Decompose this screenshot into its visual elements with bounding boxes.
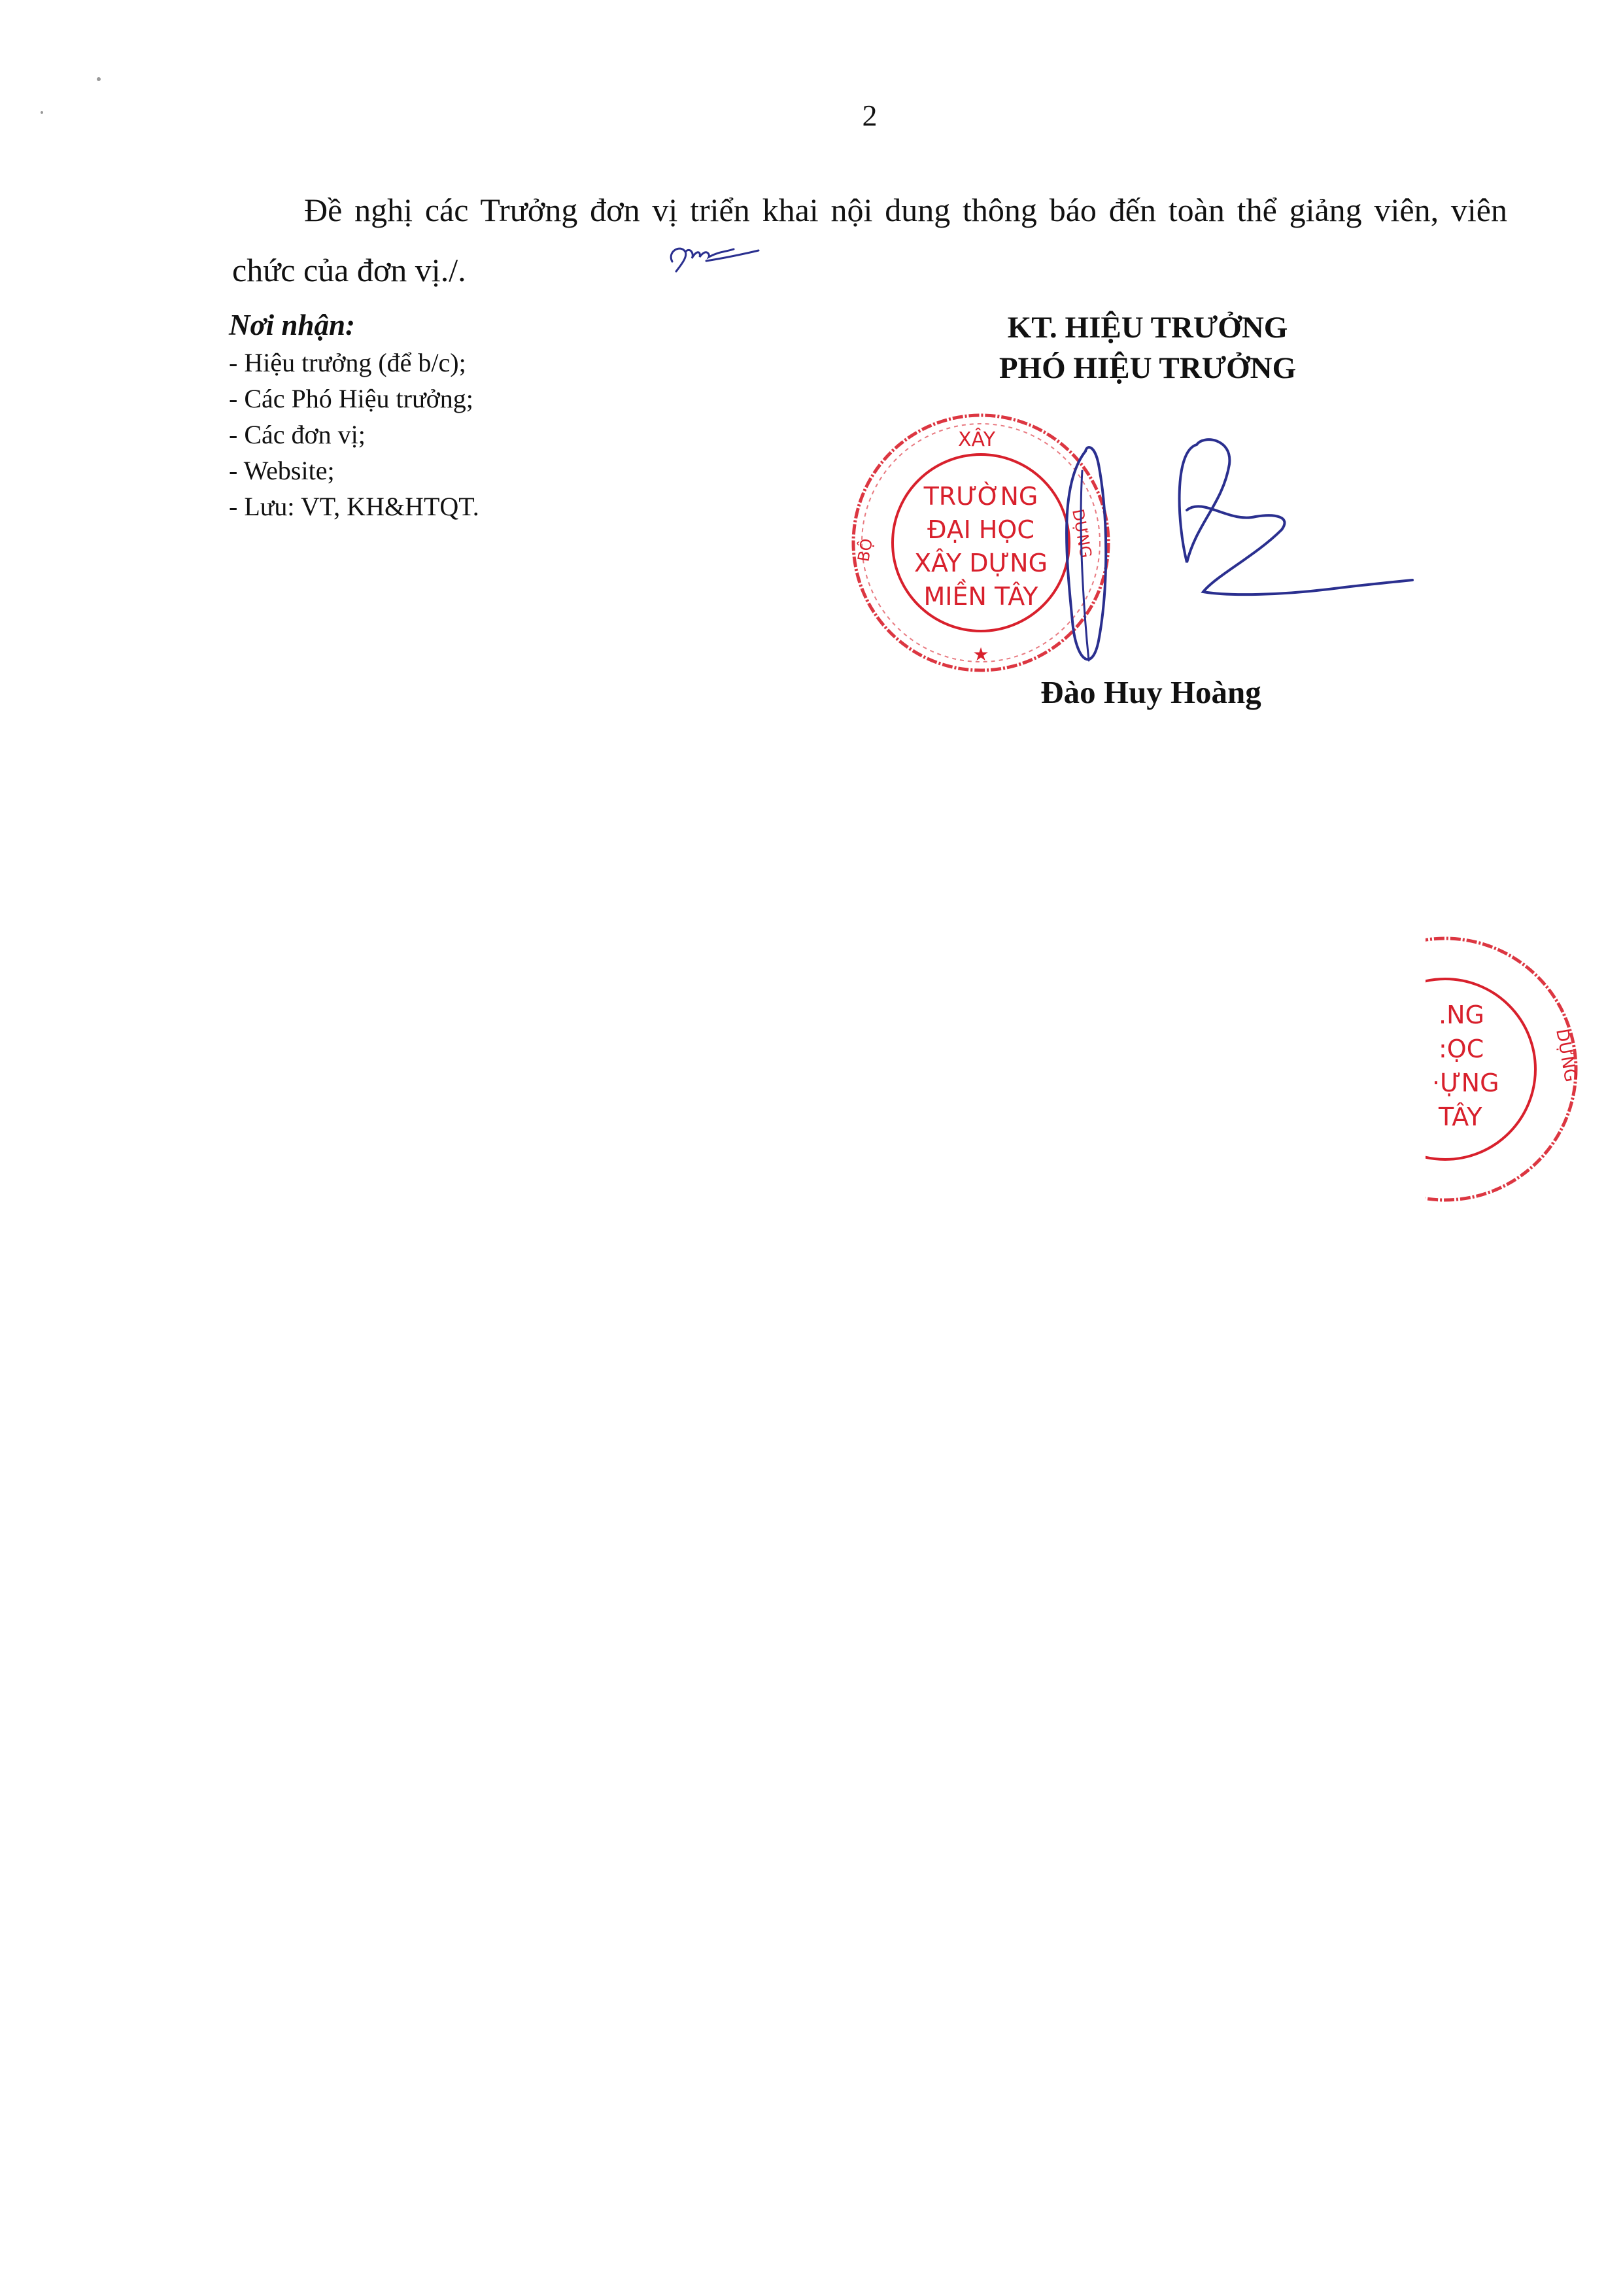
recipient-item: - Website; [229,456,335,485]
seal-star-icon: ★ [972,643,989,665]
signer-title-line1: KT. HIỆU TRƯỞNG [1007,311,1288,345]
partial-seal-arc: DỰNG [1552,1027,1580,1084]
signer-title-block [912,307,1383,388]
seal-line: MIỀN TÂY [923,582,1038,611]
recipients-title: Nơi nhận: [229,309,355,341]
body-paragraph: Đề nghị các Trưởng đơn vị triển khai nội dung thông báo đến toàn thể giảng viên, viên chức của đơn vị./. [232,192,1507,288]
partial-seal-graphic [1426,919,1623,1220]
partial-seal-line: .NG [1439,1001,1484,1029]
partial-seal-line: :ỌC [1439,1035,1484,1063]
seal-right-arc: DỰNG [1068,507,1095,560]
recipient-item: - Các đơn vị; [229,420,366,449]
seal-line: XÂY DỰNG [914,549,1048,577]
recipient-item: - Hiệu trưởng (để b/c); [229,348,466,377]
scan-speck [97,77,101,81]
partial-seal-line: TÂY [1439,1103,1482,1131]
seal-line: TRƯỜNG [923,482,1038,511]
signer-title-line2: PHÓ HIỆU TRƯỞNG [999,351,1297,385]
recipient-item: - Lưu: VT, KH&HTQT. [229,492,479,521]
seal-left-arc: BỘ [854,537,877,564]
partial-seal-line: ·ỰNG [1432,1069,1499,1097]
recipient-item: - Các Phó Hiệu trưởng; [229,384,473,413]
recipients-list [229,345,687,524]
page-number: 2 [862,99,878,132]
scan-speck [41,111,43,114]
seal-line: ĐẠI HỌC [927,515,1034,544]
handwritten-signature [1046,425,1426,680]
initials-mark [660,232,765,278]
seal-top-arc: XÂY [958,428,996,451]
recipients-block [229,307,687,524]
partial-seal [1426,919,1623,1220]
signer-name: Đào Huy Hoàng [1040,674,1261,710]
